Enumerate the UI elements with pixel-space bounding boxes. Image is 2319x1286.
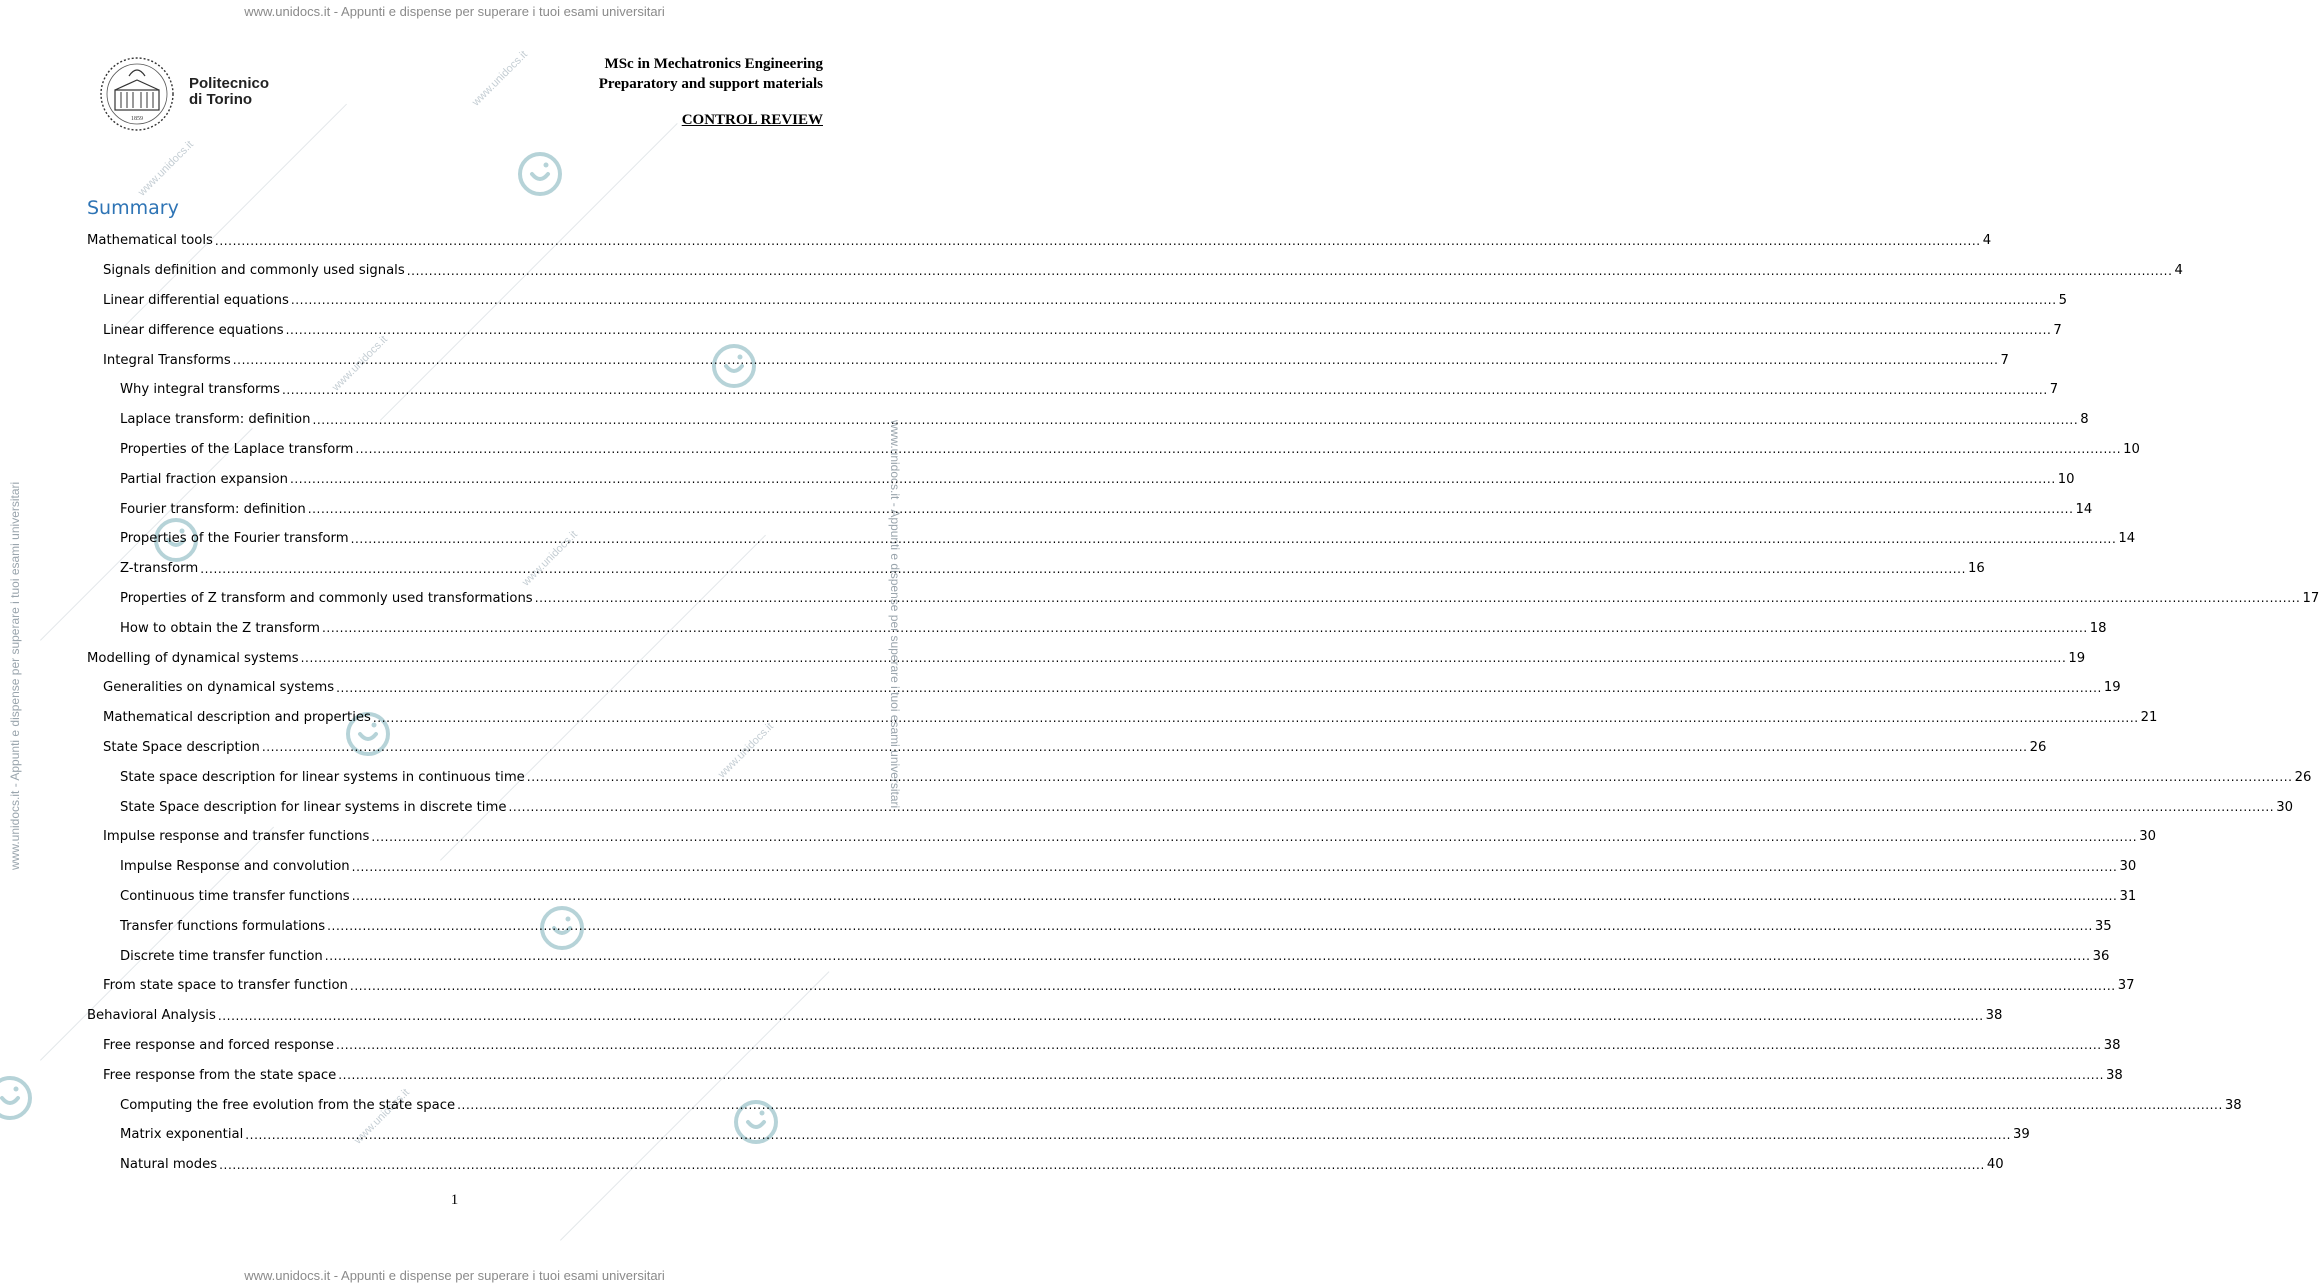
toc-leader-dots: ................................................................................................................................................................................................................................................................................................................................................................................................................ bbox=[322, 621, 2088, 636]
toc-entry-page: 19 bbox=[2068, 650, 2086, 666]
toc-entry[interactable] bbox=[87, 911, 2112, 941]
toc-entry-page: 7 bbox=[2053, 322, 2062, 338]
toc-leader-dots: ................................................................................................................................................................................................................................................................................................................................................................................................................ bbox=[217, 1008, 1984, 1023]
toc-leader-dots: ................................................................................................................................................................................................................................................................................................................................................................................................................ bbox=[285, 323, 2052, 338]
toc-leader-dots: ................................................................................................................................................................................................................................................................................................................................................................................................................ bbox=[290, 293, 2057, 308]
watermark-small-text: www.unidocs.it bbox=[716, 720, 776, 781]
toc-entry-title: Transfer functions formulations bbox=[120, 918, 326, 934]
toc-entry[interactable] bbox=[87, 971, 2135, 1001]
toc-entry-title: Free response from the state space bbox=[103, 1067, 337, 1083]
toc-leader-dots: ................................................................................................................................................................................................................................................................................................................................................................................................................ bbox=[324, 949, 2091, 964]
toc-entry[interactable] bbox=[87, 435, 2140, 465]
toc-leader-dots: ................................................................................................................................................................................................................................................................................................................................................................................................................ bbox=[200, 561, 1966, 576]
watermark-right-vertical: www.unidocs.it - Appunti e dispense per superare i tuoi esami universitari bbox=[888, 420, 902, 809]
header-program: MSc in Mechatronics Engineering bbox=[604, 56, 823, 72]
toc-entry[interactable] bbox=[87, 286, 2068, 316]
toc-leader-dots: ................................................................................................................................................................................................................................................................................................................................................................................................................ bbox=[351, 889, 2118, 904]
toc-leader-dots: ................................................................................................................................................................................................................................................................................................................................................................................................................ bbox=[371, 829, 2138, 844]
toc-entry-title: Properties of Z transform and commonly used transformations bbox=[120, 590, 533, 606]
toc-leader-dots: ................................................................................................................................................................................................................................................................................................................................................................................................................ bbox=[355, 442, 2122, 457]
toc-entry-title: Why integral transforms bbox=[120, 382, 280, 398]
toc-leader-dots: ................................................................................................................................................................................................................................................................................................................................................................................................................ bbox=[327, 919, 2093, 934]
header-review-title: CONTROL REVIEW bbox=[681, 112, 823, 128]
toc-entry[interactable] bbox=[87, 852, 2137, 882]
document-header bbox=[599, 54, 823, 94]
unidocs-watermark-icon bbox=[0, 1074, 34, 1122]
header-subtitle: Preparatory and support materials bbox=[598, 76, 823, 92]
toc-entry-title: Discrete time transfer function bbox=[120, 948, 323, 964]
toc-entry-page: 14 bbox=[2118, 531, 2136, 547]
logo-wordmark bbox=[189, 76, 269, 108]
toc-entry[interactable] bbox=[87, 1031, 2121, 1061]
page-number: 1 bbox=[450, 1192, 459, 1208]
toc-entry[interactable] bbox=[87, 822, 2156, 852]
toc-leader-dots: ................................................................................................................................................................................................................................................................................................................................................................................................................ bbox=[406, 263, 2173, 278]
logo-line1: Politecnico bbox=[189, 75, 270, 92]
toc-entry-title: State Space description for linear systems in discrete time bbox=[120, 799, 507, 815]
toc-entry-title: State Space description bbox=[103, 739, 260, 755]
toc-entry-page: 14 bbox=[2075, 501, 2093, 517]
toc-leader-dots: ................................................................................................................................................................................................................................................................................................................................................................................................................ bbox=[312, 412, 2079, 427]
toc-entry-page: 37 bbox=[2117, 978, 2135, 994]
unidocs-watermark-icon bbox=[516, 150, 564, 198]
toc-leader-dots: ................................................................................................................................................................................................................................................................................................................................................................................................................ bbox=[214, 233, 1981, 248]
toc-entry[interactable] bbox=[87, 464, 2075, 494]
toc-entry[interactable] bbox=[87, 584, 2319, 614]
toc-entry-page: 38 bbox=[2106, 1067, 2123, 1083]
toc-leader-dots: ................................................................................................................................................................................................................................................................................................................................................................................................................ bbox=[508, 800, 2275, 815]
toc-entry[interactable] bbox=[87, 792, 2293, 822]
toc-entry-title: Z-transform bbox=[120, 561, 199, 577]
toc-entry-title: Behavioral Analysis bbox=[87, 1008, 216, 1024]
toc-leader-dots: ................................................................................................................................................................................................................................................................................................................................................................................................................ bbox=[457, 1098, 2223, 1112]
toc-leader-dots: ................................................................................................................................................................................................................................................................................................................................................................................................................ bbox=[307, 502, 2074, 517]
toc-entry-title: Continuous time transfer functions bbox=[120, 888, 350, 904]
toc-entry-title: Modelling of dynamical systems bbox=[87, 650, 299, 666]
toc-entry-page: 17 bbox=[2302, 590, 2319, 606]
toc-entry-page: 4 bbox=[2174, 263, 2183, 279]
seal-year: 1859 bbox=[131, 116, 143, 122]
toc-entry-page: 5 bbox=[2058, 292, 2068, 308]
toc-leader-dots: ................................................................................................................................................................................................................................................................................................................................................................................................................ bbox=[526, 770, 2293, 785]
toc-entry-title: Fourier transform: definition bbox=[120, 501, 306, 517]
toc-entry-page: 10 bbox=[2123, 441, 2140, 457]
toc-entry[interactable] bbox=[87, 703, 2158, 733]
toc-entry-title: Impulse response and transfer functions bbox=[103, 829, 370, 845]
toc-leader-dots: ................................................................................................................................................................................................................................................................................................................................................................................................................ bbox=[349, 978, 2116, 993]
toc-entry[interactable] bbox=[87, 345, 2009, 375]
watermark-small-text: www.unidocs.it bbox=[352, 1086, 412, 1147]
watermark-left-vertical: www.unidocs.it - Appunti e dispense per superare i tuoi esami universitari bbox=[8, 481, 22, 870]
toc-entry-page: 30 bbox=[2119, 859, 2137, 875]
toc-entry[interactable] bbox=[87, 643, 2086, 673]
toc-leader-dots: ................................................................................................................................................................................................................................................................................................................................................................................................................ bbox=[338, 1068, 2105, 1083]
toc-entry-page: 7 bbox=[2049, 382, 2059, 398]
toc-entry-title: Linear difference equations bbox=[103, 322, 284, 338]
watermark-small-text: www.unidocs.it bbox=[470, 48, 530, 109]
toc-entry-title: Properties of the Fourier transform bbox=[120, 531, 349, 547]
toc-leader-dots: ................................................................................................................................................................................................................................................................................................................................................................................................................ bbox=[372, 710, 2139, 725]
toc-entry[interactable] bbox=[87, 226, 1992, 256]
toc-entry-page: 21 bbox=[2140, 710, 2158, 726]
toc-entry-title: How to obtain the Z transform bbox=[120, 620, 321, 636]
toc-entry[interactable] bbox=[87, 762, 2312, 792]
toc-entry[interactable] bbox=[87, 1001, 2003, 1031]
toc-entry[interactable] bbox=[87, 1060, 2123, 1090]
toc-entry[interactable] bbox=[87, 405, 2089, 435]
toc-entry-title: Free response and forced response bbox=[103, 1037, 334, 1053]
toc-entry-title: Laplace transform: definition bbox=[120, 412, 311, 428]
toc-entry-title: Partial fraction expansion bbox=[120, 471, 288, 487]
toc-leader-dots: ................................................................................................................................................................................................................................................................................................................................................................................................................ bbox=[534, 591, 2301, 606]
toc-entry-page: 38 bbox=[2103, 1037, 2121, 1053]
toc-entry[interactable] bbox=[87, 494, 2093, 524]
toc-entry-page: 39 bbox=[2013, 1127, 2030, 1143]
watermark-small-text: www.unidocs.it bbox=[136, 138, 196, 199]
toc-entry-title: Integral Transforms bbox=[103, 352, 231, 368]
toc-leader-dots: ................................................................................................................................................................................................................................................................................................................................................................................................................ bbox=[219, 1157, 1985, 1172]
logo-line2: di Torino bbox=[189, 91, 253, 108]
toc-entry-page: 4 bbox=[1982, 233, 1992, 249]
toc-leader-dots: ................................................................................................................................................................................................................................................................................................................................................................................................................ bbox=[350, 531, 2117, 546]
toc-entry-title: From state space to transfer function bbox=[103, 978, 348, 994]
toc-entry-page: 16 bbox=[1968, 561, 1985, 577]
toc-entry-title: Matrix exponential bbox=[120, 1127, 244, 1143]
toc-leader-dots: ................................................................................................................................................................................................................................................................................................................................................................................................................ bbox=[281, 382, 2048, 397]
toc-entry-page: 8 bbox=[2080, 412, 2089, 428]
toc-entry[interactable] bbox=[87, 1090, 2242, 1120]
toc-entry-title: Properties of the Laplace transform bbox=[120, 441, 354, 457]
toc-leader-dots: ................................................................................................................................................................................................................................................................................................................................................................................................................ bbox=[300, 651, 2067, 666]
toc-entry-page: 38 bbox=[2224, 1097, 2242, 1113]
toc-entry-page: 35 bbox=[2094, 918, 2112, 934]
toc-entry-page: 30 bbox=[2276, 799, 2293, 815]
toc-leader-dots: ................................................................................................................................................................................................................................................................................................................................................................................................................ bbox=[351, 859, 2118, 874]
summary-heading: Summary bbox=[87, 197, 179, 219]
toc-entry-title: Impulse Response and convolution bbox=[120, 859, 350, 875]
toc-entry-title: Mathematical description and properties bbox=[103, 710, 371, 726]
toc-entry-page: 40 bbox=[1986, 1157, 2004, 1173]
toc-leader-dots: ................................................................................................................................................................................................................................................................................................................................................................................................................ bbox=[245, 1127, 2012, 1142]
toc-entry[interactable] bbox=[87, 554, 1985, 584]
toc-entry[interactable] bbox=[87, 613, 2107, 643]
toc-entry-title: Linear differential equations bbox=[103, 292, 289, 308]
toc-entry[interactable] bbox=[87, 256, 2183, 286]
toc-entry-title: Computing the free evolution from the state space bbox=[120, 1097, 456, 1113]
toc-entry-page: 26 bbox=[2294, 769, 2312, 785]
toc-entry[interactable] bbox=[87, 1120, 2030, 1150]
watermark-small-text: www.unidocs.it bbox=[330, 333, 390, 394]
toc-entry[interactable] bbox=[87, 733, 2047, 763]
toc-entry-page: 30 bbox=[2139, 829, 2156, 845]
toc-entry-page: 19 bbox=[2103, 680, 2121, 696]
toc-entry-page: 7 bbox=[2000, 352, 2009, 368]
toc-entry-page: 38 bbox=[1985, 1008, 2003, 1024]
toc-entry-title: State space description for linear systems in continuous time bbox=[120, 769, 525, 785]
toc-entry-page: 26 bbox=[2029, 739, 2047, 755]
toc-leader-dots: ................................................................................................................................................................................................................................................................................................................................................................................................................ bbox=[335, 1038, 2102, 1053]
toc-entry-title: Mathematical tools bbox=[87, 233, 213, 249]
watermark-top-banner: www.unidocs.it - Appunti e dispense per superare i tuoi esami universitari bbox=[244, 4, 665, 19]
toc-leader-dots: ................................................................................................................................................................................................................................................................................................................................................................................................................ bbox=[336, 680, 2102, 695]
toc-leader-dots: ................................................................................................................................................................................................................................................................................................................................................................................................................ bbox=[261, 740, 2028, 755]
toc-entry[interactable] bbox=[87, 882, 2137, 912]
toc-entry-page: 31 bbox=[2119, 888, 2137, 904]
politecnico-seal-icon bbox=[97, 54, 177, 134]
toc-entry-title: Signals definition and commonly used signals bbox=[103, 263, 405, 279]
politecnico-logo bbox=[97, 54, 277, 134]
toc-entry[interactable] bbox=[87, 315, 2062, 345]
toc-entry-title: Natural modes bbox=[120, 1157, 218, 1173]
toc-entry[interactable] bbox=[87, 1150, 2004, 1180]
toc-leader-dots: ................................................................................................................................................................................................................................................................................................................................................................................................................ bbox=[232, 353, 1999, 368]
toc-entry-title: Generalities on dynamical systems bbox=[103, 680, 335, 696]
toc-entry[interactable] bbox=[87, 941, 2110, 971]
watermark-small-text: www.unidocs.it bbox=[520, 528, 580, 589]
toc-entry-page: 10 bbox=[2057, 471, 2075, 487]
toc-entry-page: 18 bbox=[2089, 620, 2107, 636]
toc-leader-dots: ................................................................................................................................................................................................................................................................................................................................................................................................................ bbox=[289, 472, 2056, 487]
watermark-bottom-banner: www.unidocs.it - Appunti e dispense per superare i tuoi esami universitari bbox=[244, 1268, 665, 1283]
toc-entry-page: 36 bbox=[2092, 948, 2110, 964]
toc-entry[interactable] bbox=[87, 375, 2059, 405]
toc-entry[interactable] bbox=[87, 673, 2121, 703]
toc-entry[interactable] bbox=[87, 524, 2136, 554]
